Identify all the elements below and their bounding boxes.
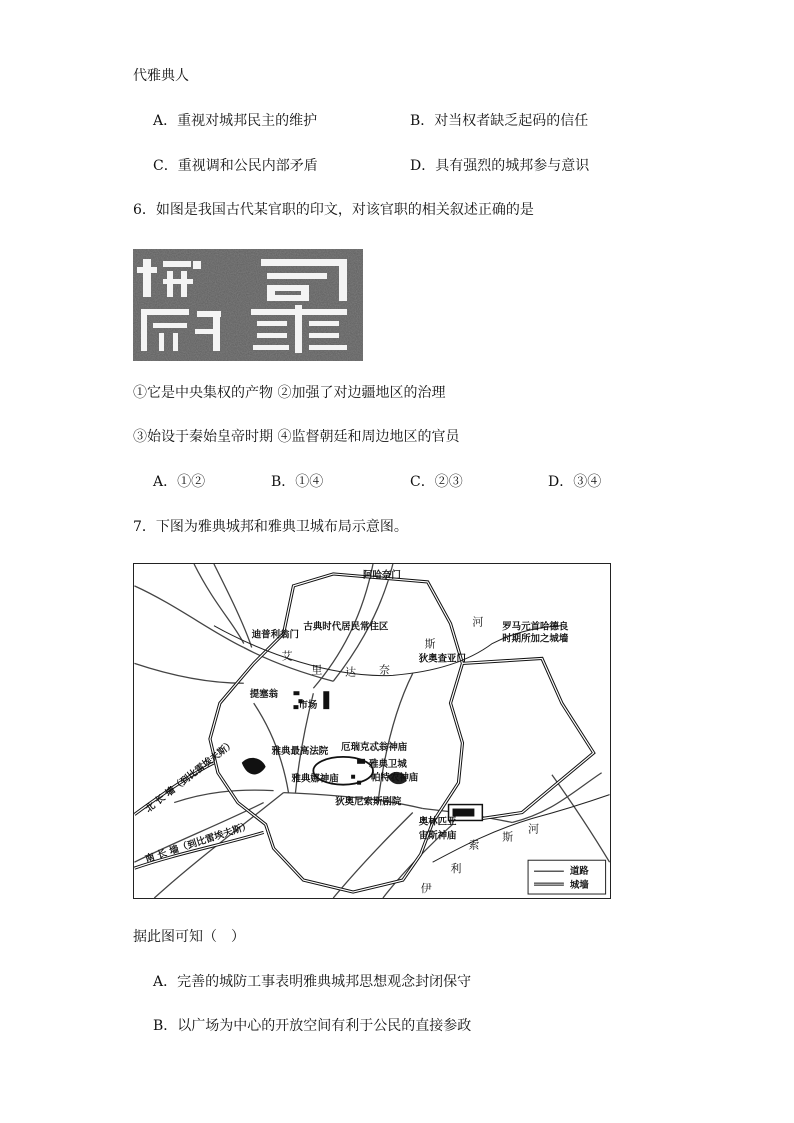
q7-ask: 据此图可知（ ）	[133, 929, 245, 945]
map-river-ilissos-1: 伊	[420, 882, 432, 896]
map-label-acharnian-gate: 阿哈奈门	[363, 569, 401, 581]
q5-option-c[interactable]: C．重视调和公民内部矛盾	[153, 158, 318, 174]
map-label-north-long-wall: 北 长 墙（到比雷埃夫斯）	[143, 738, 238, 815]
q6-option-b[interactable]: B．①④	[271, 474, 324, 490]
map-river-eridanos-si: 斯	[424, 637, 436, 651]
map-label-olympieion-1: 奥林匹亚	[418, 816, 457, 828]
map-river-eridanos-3: 达	[345, 665, 357, 679]
map-river-ilissos-2: 利	[450, 862, 462, 876]
legend-wall-label: 城墙	[569, 880, 589, 892]
map-river-ilissos-4: 斯	[502, 830, 514, 844]
map-legend	[528, 860, 606, 894]
map-label-diochares: 狄奥查亚门	[418, 653, 466, 665]
map-label-agora: 市场	[298, 700, 318, 712]
q6-stem: 6．如图是我国古代某官职的印文，对该官职的相关叙述正确的是	[133, 202, 534, 218]
q6-option-d[interactable]: D．③④	[548, 474, 602, 490]
q6-option-a[interactable]: A．①②	[153, 474, 206, 490]
q7-option-b[interactable]: B．以广场为中心的开放空间有利于公民的直接参政	[153, 1018, 472, 1034]
map-river-eridanos-2: 里	[311, 663, 323, 677]
map-label-south-long-wall: 南 长 墙（到比雷埃夫斯）	[143, 820, 253, 866]
map-label-acropolis: 雅典卫城	[369, 758, 407, 770]
map-label-dipylon: 迪普利翁门	[251, 629, 299, 641]
map-river-eridanos-1: 艾	[281, 649, 293, 663]
map-label-roman-wall-1: 罗马元首哈德良	[502, 621, 569, 633]
q7-option-a[interactable]: A．完善的城防工事表明雅典城邦思想观念封闭保守	[153, 974, 472, 990]
map-river-ilissos-5: 河	[528, 822, 540, 836]
map-label-residential: 古典时代居民常住区	[303, 621, 389, 633]
map-river-eridanos-4: 奈	[378, 663, 390, 677]
map-label-roman-wall-2: 时期所加之城墙	[502, 633, 569, 645]
q5-option-d[interactable]: D．具有强烈的城邦参与意识	[410, 158, 590, 174]
map-label-theseion: 提塞翁	[249, 689, 279, 701]
map-label-olympieion-2: 宙斯神庙	[418, 830, 457, 842]
q5-option-b[interactable]: B．对当权者缺乏起码的信任	[410, 113, 589, 129]
q5-stem-tail: 代雅典人	[133, 68, 189, 84]
q6-statement-line-1: ①它是中央集权的产物 ②加强了对边疆地区的治理	[133, 385, 446, 401]
map-label-erechtheion: 厄瑞克忒翁神庙	[341, 741, 408, 753]
map-label-theatre: 狄奥尼索斯剧院	[335, 796, 402, 808]
map-label-athena-nike: 雅典娜神庙	[291, 773, 339, 785]
q6-option-c[interactable]: C．②③	[410, 474, 463, 490]
map-river-eridanos-he: 河	[472, 615, 484, 629]
map-label-parthenon: 帕特农神庙	[371, 772, 419, 784]
q7-stem: 7．下图为雅典城邦和雅典卫城布局示意图。	[133, 519, 408, 535]
q6-statement-line-2: ③始设于秦始皇帝时期 ④监督朝廷和周边地区的官员	[133, 429, 460, 445]
athens-map	[133, 563, 611, 899]
map-river-ilissos-3: 索	[468, 838, 480, 852]
seal-image	[133, 249, 363, 361]
map-label-areopagus: 雅典最高法院	[271, 745, 329, 757]
legend-road-label: 道路	[569, 866, 589, 878]
q5-option-a[interactable]: A．重视对城邦民主的维护	[153, 113, 318, 129]
